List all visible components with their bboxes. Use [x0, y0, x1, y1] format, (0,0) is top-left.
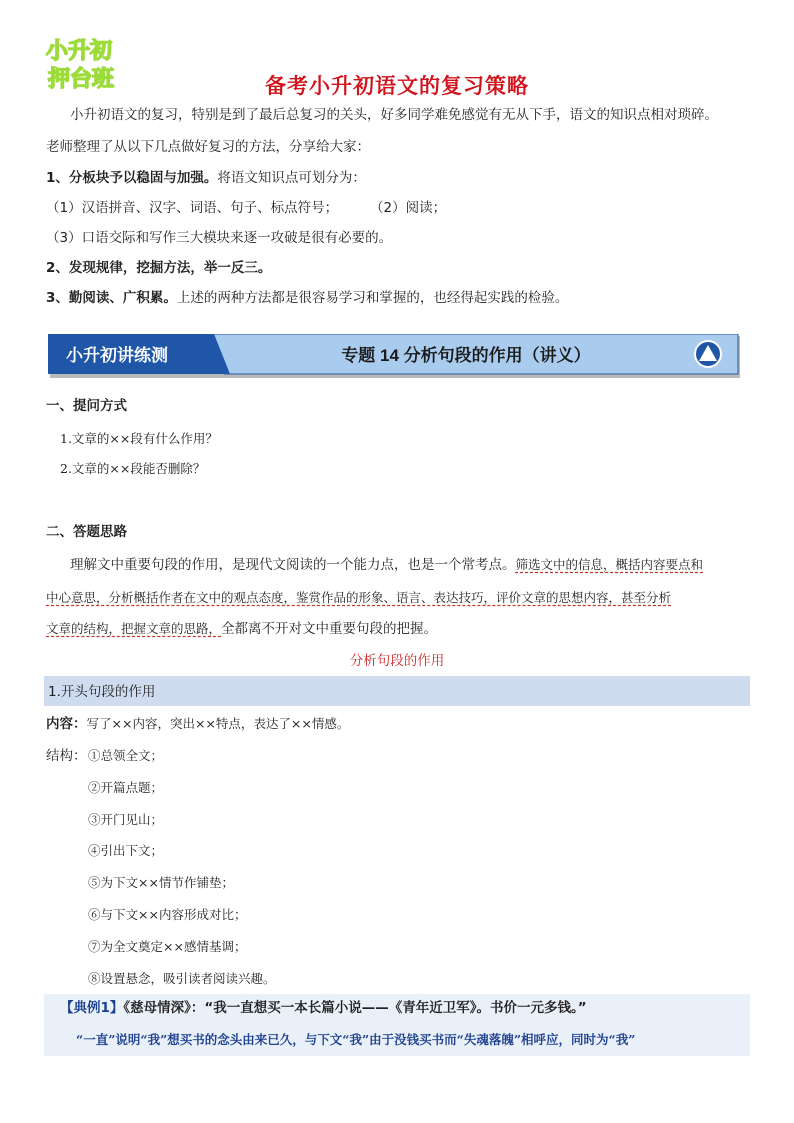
logo-line2: 押台班 — [48, 66, 115, 91]
page-title: 备考小升初语文的复习策略 — [265, 74, 529, 98]
section-2-underline-3: 文章的结构，把握文章的思路， — [46, 621, 222, 636]
triangle-up-icon — [695, 341, 721, 367]
intro-item-3-bold: 3、勤阅读、广积累。 — [46, 290, 177, 306]
logo-line1: 小升初 — [46, 38, 113, 63]
content-text: 写了××内容，突出××特点，表达了××情感。 — [86, 716, 350, 731]
part-1-title: 1.开头句段的作用 — [48, 684, 156, 700]
section-2-underline-1: 筛选文中的信息，概括内容要点和 — [515, 557, 704, 572]
intro-item-2: 2、发现规律，挖掘方法，举一反三。 — [46, 260, 272, 276]
structure-item: ⑧设置悬念，吸引读者阅读兴趣。 — [88, 971, 276, 986]
structure-item: ⑥与下文××内容形成对比； — [88, 907, 247, 922]
question-2: 2.文章的××段能否删除？ — [60, 461, 206, 476]
intro-item-1-bold: 1、分板块予以稳固与加强。 — [46, 170, 218, 186]
example-answer: “一直”说明“我”想买书的念头由来已久，与下文“我”由于没钱买书而“失魂落魄”相呼应，同时为“我” — [76, 1032, 636, 1047]
structure-item: ①总领全文； — [88, 748, 164, 763]
banner-label: 小升初讲练测 — [66, 346, 168, 365]
section-1-heading: 一、提问方式 — [46, 398, 127, 414]
intro-paragraph-1: 小升初语文的复习，特别是到了最后总复习的关头，好多同学难免感觉有无从下手，语文的知识点相对琐碎。 — [70, 107, 718, 123]
intro-item-1c: （3）口语交际和写作三大模块来逐一攻破是很有必要的。 — [46, 230, 393, 246]
banner-title: 专题 14 分析句段的作用（讲义） — [341, 346, 591, 365]
content-row — [46, 715, 349, 733]
intro-item-3-rest: 上述的两种方法都是很容易学习和掌握的，也经得起实践的检验。 — [176, 290, 569, 306]
content-label: 内容： — [46, 716, 87, 732]
question-1: 1.文章的××段有什么作用？ — [60, 431, 218, 446]
example-row — [60, 999, 587, 1017]
example-quote: “我一直想买一本长篇小说——《青年近卫军》。书价一元多钱。” — [204, 1000, 587, 1016]
example-label: 【典例1】 — [60, 1000, 124, 1016]
intro-item-1a: （1）汉语拼音、汉字、词语、句子、标点符号； — [46, 200, 339, 216]
intro-item-1 — [46, 169, 366, 187]
section-2-line-3 — [46, 620, 437, 638]
intro-item-1-rest: 将语文知识点可划分为： — [217, 170, 366, 186]
section-2-text-start: 理解文中重要句段的作用，是现代文阅读的一个能力点，也是一个常考点。 — [70, 557, 516, 573]
section-2-heading: 二、答题思路 — [46, 524, 127, 540]
intro-paragraph-2: 老师整理了从以下几点做好复习的方法，分享给大家： — [46, 139, 370, 155]
section-2-line-1 — [70, 556, 703, 574]
structure-item: ⑤为下文××情节作铺垫； — [88, 875, 234, 890]
topic-banner — [48, 334, 740, 378]
intro-item-3 — [46, 289, 568, 307]
intro-item-1b: （2）阅读； — [370, 200, 447, 216]
structure-item: ②开篇点题； — [88, 780, 164, 795]
center-title: 分析句段的作用 — [349, 653, 445, 669]
structure-item: ③开门见山； — [88, 812, 164, 827]
structure-item: ④引出下文； — [88, 843, 164, 858]
section-2-underline-2: 中心意思，分析概括作者在文中的观点态度，鉴赏作品的形象、语言、表达技巧，评价文章的思想内容，甚至分析 — [46, 590, 672, 605]
section-2-text-end: 全都离不开对文中重要句段的把握。 — [221, 621, 438, 637]
structure-label: 结构： — [46, 748, 87, 764]
structure-item: ⑦为全文奠定××感情基调； — [88, 939, 247, 954]
example-source: 《慈母情深》： — [123, 1000, 205, 1016]
